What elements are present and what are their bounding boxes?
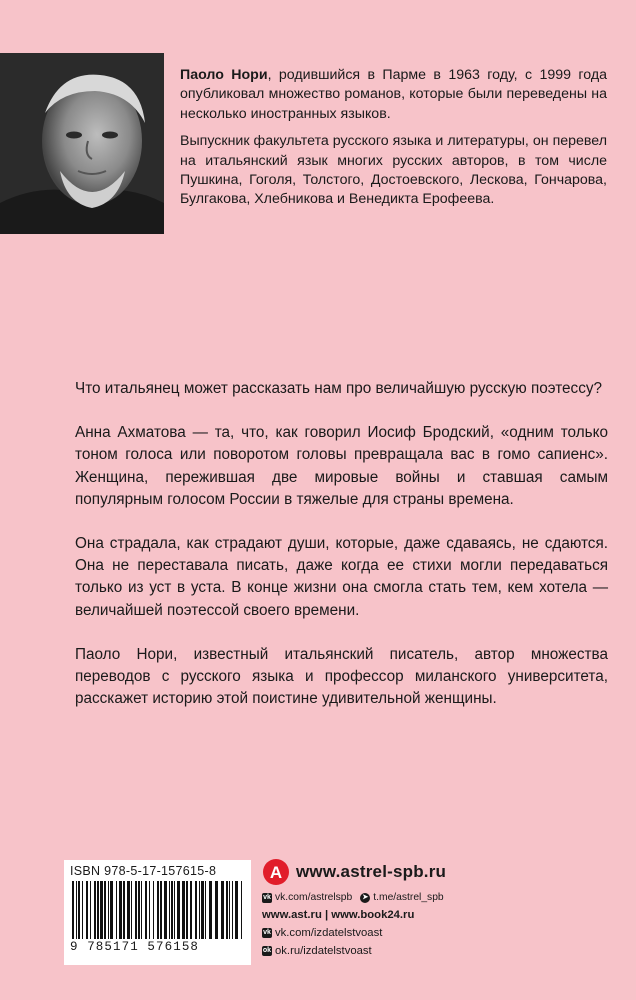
barcode-bar xyxy=(131,881,132,939)
barcode-bar xyxy=(141,881,142,939)
barcode-bar xyxy=(76,881,77,939)
bio-paragraph-2: Выпускник факультета русского языка и литературы, он перевел на итальянский язык многих русских авторов, в том числе Пушкина, Гоголя, Толстого, Достоевского, Лескова, Гончарова, Булгакова, Хлебникова и Венедикта Ерофеева. xyxy=(180,133,607,208)
barcode-digits: 9 785171 576158 xyxy=(70,940,200,954)
description-paragraph-2: Анна Ахматова — та, что, как говорил Иосиф Бродский, «одним только тоном голоса или поворотом головы превращала вас в гомо сапиенс». Женщина, пережившая две мировые войны и ставшая самым популярным голосом России в тяжелые для страны времена. xyxy=(75,424,608,508)
barcode-bar xyxy=(100,881,103,939)
barcode-bar xyxy=(232,881,233,939)
barcode-bar xyxy=(221,881,224,939)
barcode-bar xyxy=(119,881,122,939)
ast-book24-links[interactable]: www.ast.ru | www.book24.ru xyxy=(262,909,415,921)
barcode-bar xyxy=(97,881,99,939)
barcode-bar xyxy=(229,881,230,939)
publisher-website[interactable]: www.astrel-spb.ru xyxy=(296,862,447,881)
barcode-bar xyxy=(190,881,192,939)
barcode-bar xyxy=(174,881,175,939)
barcode-bar xyxy=(86,881,88,939)
barcode-bar xyxy=(186,881,188,939)
barcode-bar xyxy=(182,881,185,939)
description-paragraph-1: Что итальянец может рассказать нам про величайшую русскую поэтессу? xyxy=(75,380,603,397)
description-paragraph-4: Паоло Нори, известный итальянский писатель, автор множества переводов с русского языка и профессор миланского университета, расскажет историю этой поистине удивительной женщины. xyxy=(75,645,608,708)
barcode-bar xyxy=(145,881,147,939)
logo-letter: А xyxy=(269,863,283,882)
vk-icon-2: vk xyxy=(263,929,271,936)
barcode-bar xyxy=(72,881,74,939)
barcode-bar xyxy=(164,881,167,939)
barcode-bar xyxy=(116,881,117,939)
social-row-1 xyxy=(262,892,528,903)
author-portrait-image xyxy=(0,53,164,234)
barcode-bars xyxy=(70,881,245,939)
barcode-bar xyxy=(157,881,159,939)
barcode-bar xyxy=(195,881,197,939)
barcode-bar xyxy=(94,881,96,939)
barcode-bar xyxy=(127,881,130,939)
barcode-bar xyxy=(138,881,140,939)
barcode-bar xyxy=(78,881,80,939)
barcode-bar xyxy=(82,881,83,939)
ok-link[interactable]: ok.ru/izdatelstvoast xyxy=(275,945,372,957)
barcode-bar xyxy=(108,881,109,939)
publisher-info xyxy=(262,858,528,957)
description-paragraph-3: Она страдала, как страдают души, которые, даже сдаваясь, не сдаются. Она не переставала писать, даже когда ее стихи могли передаваться только из уст в уста. В конце жизни она смогла стать тем, кем хотела — величайшей поэтессой своего времени. xyxy=(75,535,608,619)
isbn-number: ISBN 978-5-17-157615-8 xyxy=(70,864,217,878)
barcode-bar xyxy=(149,881,150,939)
publisher-main-link xyxy=(262,858,528,886)
barcode-bar xyxy=(226,881,228,939)
social-row-ok xyxy=(262,945,528,957)
vk-link-ast[interactable]: vk.com/izdatelstvoast xyxy=(275,927,383,939)
publisher-logo-icon xyxy=(262,858,290,886)
barcode-bar xyxy=(235,881,238,939)
barcode-bar xyxy=(241,881,242,939)
barcode-bar xyxy=(110,881,113,939)
barcode-bar xyxy=(205,881,206,939)
barcode-bar xyxy=(153,881,154,939)
barcode-bar xyxy=(169,881,170,939)
telegram-link[interactable]: t.me/astrel_spb xyxy=(373,892,444,903)
vk-icon: vk xyxy=(263,893,271,901)
barcode-bar xyxy=(209,881,212,939)
author-photo xyxy=(0,53,164,234)
barcode-bar xyxy=(104,881,106,939)
author-bio xyxy=(180,66,607,218)
barcode-bar xyxy=(177,881,180,939)
bio-paragraph-1-text: , родившийся в Парме в 1963 году, с 1999 года опубликовал множество романов, которые были переведены на несколько иностранных языков. xyxy=(180,67,607,122)
barcode-bar xyxy=(90,881,91,939)
isbn-barcode xyxy=(64,860,251,965)
websites-row xyxy=(262,909,528,921)
social-row-vk xyxy=(262,927,528,939)
telegram-icon: ➤ xyxy=(360,893,370,903)
barcode-bar xyxy=(123,881,125,939)
barcode-bar xyxy=(171,881,173,939)
barcode-bar xyxy=(160,881,162,939)
barcode-bar xyxy=(215,881,218,939)
barcode-bar xyxy=(135,881,137,939)
barcode-bar xyxy=(199,881,200,939)
vk-link-astrel[interactable]: vk.com/astrelspb xyxy=(275,892,353,903)
bio-paragraph-1 xyxy=(180,66,607,124)
odnoklassniki-icon: ok xyxy=(262,947,272,954)
book-description xyxy=(75,378,608,732)
barcode-bar xyxy=(201,881,204,939)
author-name: Паоло Нори xyxy=(180,67,268,83)
